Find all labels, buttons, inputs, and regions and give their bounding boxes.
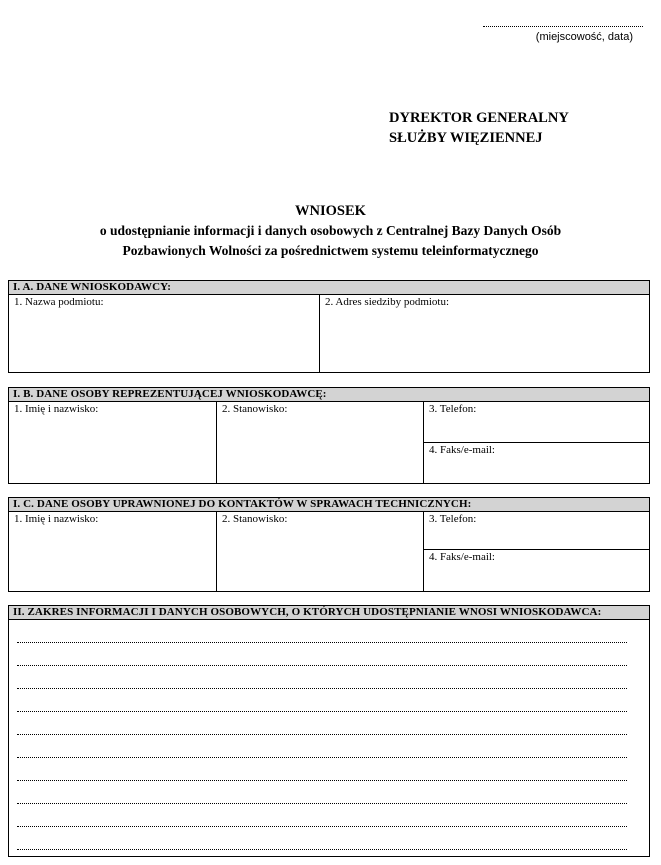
section-ic-heading: I. C. DANE OSOBY UPRAWNIONEJ DO KONTAKTÓW W SPRAWACH TECHNICZNYCH: bbox=[9, 498, 649, 512]
technical-contact-fax-email-field[interactable] bbox=[424, 550, 649, 591]
form-title bbox=[0, 202, 661, 261]
representative-name-label: 1. Imię i nazwisko: bbox=[14, 403, 99, 415]
addressee bbox=[389, 108, 569, 148]
applicant-name-label: 1. Nazwa podmiotu: bbox=[14, 296, 104, 308]
dotted-line bbox=[17, 827, 627, 850]
place-date-label: (miejscowość, data) bbox=[535, 31, 633, 43]
applicant-address-label: 2. Adres siedziby podmiotu: bbox=[325, 296, 450, 308]
representative-phone-label: 3. Telefon: bbox=[429, 403, 477, 415]
representative-position-field[interactable] bbox=[217, 402, 423, 483]
representative-name-field[interactable] bbox=[9, 402, 216, 483]
representative-fax-email-label: 4. Faks/e-mail: bbox=[429, 444, 495, 456]
place-date-field[interactable] bbox=[483, 14, 643, 27]
technical-contact-name-field[interactable] bbox=[9, 512, 216, 591]
dotted-line bbox=[17, 781, 627, 804]
dotted-line bbox=[17, 758, 627, 781]
dotted-line bbox=[17, 712, 627, 735]
dotted-line bbox=[17, 643, 627, 666]
title-main: WNIOSEK bbox=[295, 203, 366, 219]
dotted-line bbox=[17, 804, 627, 827]
dotted-line bbox=[17, 689, 627, 712]
representative-fax-email-field[interactable] bbox=[424, 443, 649, 483]
dotted-line bbox=[17, 735, 627, 758]
section-ii bbox=[8, 605, 650, 857]
applicant-name-field[interactable] bbox=[9, 295, 319, 372]
addressee-line-2: SŁUŻBY WIĘZIENNEJ bbox=[389, 130, 543, 146]
technical-contact-position-label: 2. Stanowisko: bbox=[222, 513, 288, 525]
dotted-line bbox=[17, 620, 627, 643]
section-ib bbox=[8, 387, 650, 484]
technical-contact-fax-email-label: 4. Faks/e-mail: bbox=[429, 551, 495, 563]
representative-phone-field[interactable] bbox=[424, 402, 649, 442]
technical-contact-phone-field[interactable] bbox=[424, 512, 649, 549]
applicant-address-field[interactable] bbox=[320, 295, 649, 372]
section-ia bbox=[8, 280, 650, 373]
information-scope-field[interactable] bbox=[17, 620, 627, 850]
technical-contact-name-label: 1. Imię i nazwisko: bbox=[14, 513, 99, 525]
section-ii-heading: II. ZAKRES INFORMACJI I DANYCH OSOBOWYCH, O KTÓRYCH UDOSTĘPNIANIE WNOSI WNIOSKODAWCA: bbox=[9, 606, 649, 620]
section-ia-heading: I. A. DANE WNIOSKODAWCY: bbox=[9, 281, 649, 295]
title-subtitle-line-1: o udostępnianie informacji i danych osobowych z Centralnej Bazy Danych Osób bbox=[99, 223, 562, 238]
technical-contact-position-field[interactable] bbox=[217, 512, 423, 591]
dotted-line bbox=[17, 666, 627, 689]
addressee-line-1: DYREKTOR GENERALNY bbox=[389, 110, 569, 126]
technical-contact-phone-label: 3. Telefon: bbox=[429, 513, 477, 525]
section-ib-heading: I. B. DANE OSOBY REPREZENTUJĄCEJ WNIOSKODAWCĘ: bbox=[9, 388, 649, 402]
section-ic bbox=[8, 497, 650, 592]
title-subtitle-line-2: Pozbawionych Wolności za pośrednictwem systemu teleinformatycznego bbox=[122, 243, 539, 258]
representative-position-label: 2. Stanowisko: bbox=[222, 403, 288, 415]
